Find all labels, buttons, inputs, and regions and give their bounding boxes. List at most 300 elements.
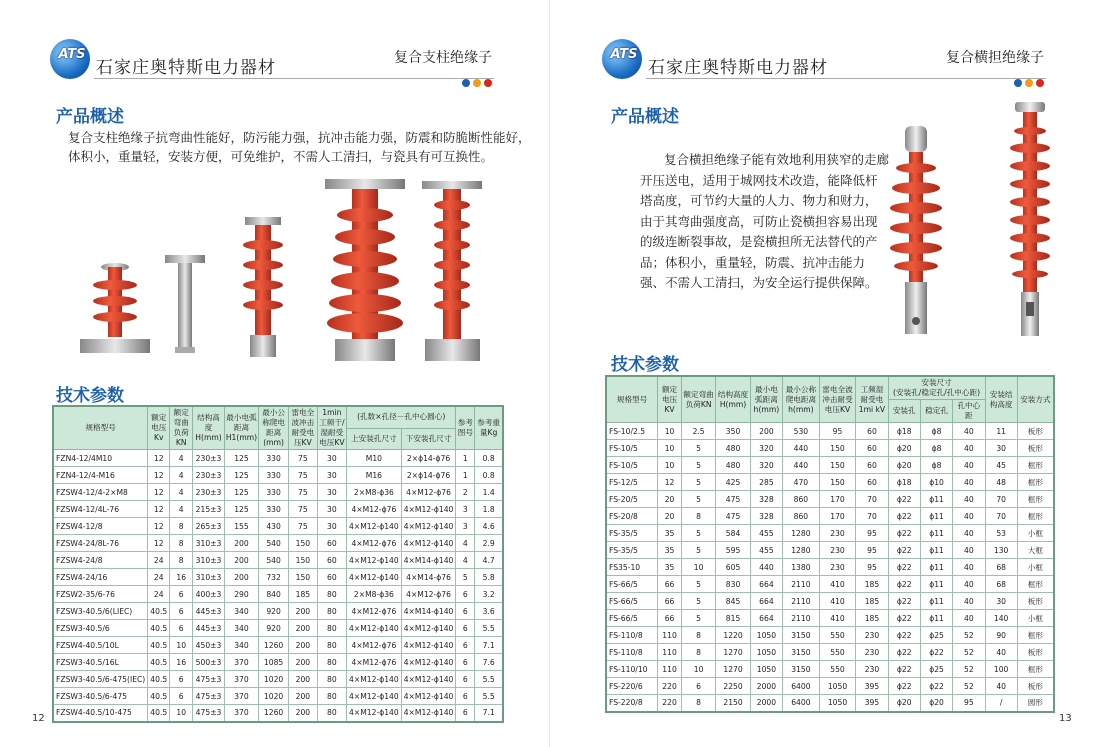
table-cell: 30 — [317, 450, 346, 467]
table-cell: 320 — [750, 457, 782, 474]
table-cell: ϕ20 — [888, 440, 920, 457]
table-cell: ϕ22 — [888, 559, 920, 576]
table-cell: FS-66/5 — [606, 610, 658, 627]
table-cell: 230 — [819, 559, 856, 576]
table-row — [606, 576, 1054, 593]
table-cell: 4.6 — [475, 518, 503, 535]
crossarm-insulator-photos — [875, 96, 1065, 346]
mount-title: 安装尺寸 — [921, 378, 952, 387]
table-cell: 110 — [658, 661, 682, 678]
table-cell: ϕ22 — [888, 678, 920, 695]
color-dots — [1011, 72, 1044, 91]
table-cell: 475 — [716, 491, 750, 508]
table-cell: ϕ22 — [888, 627, 920, 644]
table-cell: 150 — [289, 569, 318, 586]
table-cell: 230 — [856, 627, 888, 644]
table-cell: 200 — [289, 705, 318, 722]
table-body — [606, 423, 1054, 712]
table-cell: 664 — [750, 593, 782, 610]
table-cell: 40.5 — [148, 654, 170, 671]
table-row — [53, 535, 503, 552]
overview-heading: 产品概述 — [611, 107, 679, 127]
col-model: 规格型号 — [53, 406, 148, 450]
table-cell: 24 — [148, 552, 170, 569]
table-cell: 200 — [289, 637, 318, 654]
header-rule — [94, 78, 494, 79]
table-cell: FS-10/5 — [606, 440, 658, 457]
table-cell: 40 — [953, 610, 985, 627]
table-row — [53, 501, 503, 518]
table-cell: 370 — [224, 705, 258, 722]
overview-line: 塔高度，可节约大量的人力、物力和财力， — [640, 193, 878, 208]
table-cell: 75 — [289, 467, 318, 484]
table-cell: 40.5 — [148, 637, 170, 654]
table-row — [53, 637, 503, 654]
table-row — [53, 705, 503, 722]
table-cell: 12 — [148, 535, 170, 552]
table-cell: 445±3 — [193, 620, 225, 637]
table-row — [606, 525, 1054, 542]
table-cell: 550 — [819, 627, 856, 644]
table-cell: ϕ8 — [920, 440, 952, 457]
table-cell: 370 — [224, 654, 258, 671]
table-cell: 3150 — [783, 644, 820, 661]
table-cell: 60 — [856, 457, 888, 474]
table-cell: 6 — [456, 705, 475, 722]
table-cell: 框形 — [1017, 508, 1054, 525]
table-cell: 1260 — [259, 637, 289, 654]
insulator-small-1 — [80, 263, 150, 353]
table-cell: 40 — [953, 440, 985, 457]
table-cell: 5.5 — [475, 671, 503, 688]
table-cell: ϕ8 — [920, 423, 952, 440]
table-cell: 2×ϕ14-ϕ76 — [401, 467, 456, 484]
table-cell: 12 — [148, 518, 170, 535]
table-cell: FZN4-12/4-M16 — [53, 467, 148, 484]
orange-dot-icon — [1025, 79, 1033, 87]
table-cell: 10 — [681, 559, 715, 576]
col-arc: 最小电弧距离H1(mm) — [224, 406, 258, 450]
table-cell: 440 — [783, 440, 820, 457]
table-cell: 20 — [658, 491, 682, 508]
table-cell: 12 — [148, 467, 170, 484]
table-cell: ϕ18 — [888, 423, 920, 440]
table-cell: 328 — [750, 508, 782, 525]
table-cell: 4 — [456, 552, 475, 569]
table-cell: 6 — [456, 620, 475, 637]
table-cell: FZSW3-40.5/6(LIEC) — [53, 603, 148, 620]
table-cell: 4×M12-ϕ140 — [347, 688, 402, 705]
color-dots — [459, 72, 492, 91]
table-cell: 1050 — [819, 678, 856, 695]
table-cell: 220 — [658, 678, 682, 695]
table-cell: 8 — [681, 508, 715, 525]
table-cell: 框形 — [1017, 474, 1054, 491]
table-cell: 5.5 — [475, 688, 503, 705]
table-cell: 200 — [750, 423, 782, 440]
table-cell: ϕ11 — [920, 508, 952, 525]
table-cell: 185 — [856, 593, 888, 610]
table-cell: 1050 — [819, 695, 856, 712]
table-cell: 2110 — [783, 610, 820, 627]
table-row — [606, 644, 1054, 661]
table-cell: 40 — [953, 474, 985, 491]
table-cell: 475±3 — [193, 688, 225, 705]
table-cell: 584 — [716, 525, 750, 542]
table-cell: 7.1 — [475, 637, 503, 654]
table-row — [606, 678, 1054, 695]
table-cell: 3150 — [783, 661, 820, 678]
table-cell: 455 — [750, 525, 782, 542]
table-cell: 230 — [856, 661, 888, 678]
table-cell: FZSW4-40.5/10-475 — [53, 705, 148, 722]
table-cell: 30 — [985, 440, 1017, 457]
table-cell: 1260 — [259, 705, 289, 722]
overview-line: 复合横担绝缘子能有效地利用狭窄的走廊 — [664, 152, 890, 167]
table-row — [53, 467, 503, 484]
table-cell: FS-20/8 — [606, 508, 658, 525]
table-cell: 550 — [819, 661, 856, 678]
table-cell: 200 — [224, 552, 258, 569]
table-cell: 60 — [856, 474, 888, 491]
table-cell: 6 — [170, 603, 193, 620]
table-cell: 40 — [953, 423, 985, 440]
table-cell: 5 — [681, 610, 715, 627]
table-cell: 大框 — [1017, 542, 1054, 559]
table-row — [606, 627, 1054, 644]
table-cell: 框形 — [1017, 491, 1054, 508]
table-cell: 5 — [681, 593, 715, 610]
table-cell: 24 — [148, 569, 170, 586]
table-cell: 185 — [289, 586, 318, 603]
table-cell: 75 — [289, 484, 318, 501]
table-row — [53, 654, 503, 671]
table-cell: 840 — [259, 586, 289, 603]
table-cell: 200 — [289, 620, 318, 637]
table-cell: 40 — [985, 644, 1017, 661]
table-cell: FS-10/2.5 — [606, 423, 658, 440]
table-cell: 40 — [985, 678, 1017, 695]
table-cell: 40 — [953, 559, 985, 576]
table-row — [606, 695, 1054, 712]
table-cell: 1270 — [716, 661, 750, 678]
table-cell: 395 — [856, 695, 888, 712]
col-weight: 参考重量Kg — [475, 406, 503, 450]
table-cell: ϕ22 — [920, 644, 952, 661]
table-cell: 75 — [289, 450, 318, 467]
table-cell: 60 — [856, 423, 888, 440]
table-cell: 0.8 — [475, 467, 503, 484]
table-cell: 3 — [456, 501, 475, 518]
table-cell: 70 — [985, 508, 1017, 525]
table-cell: 12 — [148, 450, 170, 467]
insulator-tall-5 — [422, 181, 482, 361]
table-cell: 1380 — [783, 559, 820, 576]
table-cell: ϕ22 — [888, 593, 920, 610]
table-cell: 445±3 — [193, 603, 225, 620]
col-wet: 工频湿耐受电1mi kV — [856, 376, 888, 423]
table-cell: FS-20/5 — [606, 491, 658, 508]
table-cell: 框形 — [1017, 661, 1054, 678]
table-cell: 395 — [856, 678, 888, 695]
table-row — [53, 518, 503, 535]
table-cell: 8 — [681, 627, 715, 644]
table-cell: FZSW4-24/16 — [53, 569, 148, 586]
section-title: 复合支柱绝缘子 — [394, 50, 492, 66]
table-cell: 2000 — [750, 695, 782, 712]
table-cell: 8 — [681, 695, 715, 712]
table-cell: FZSW4-24/8 — [53, 552, 148, 569]
table-cell: 30 — [317, 501, 346, 518]
col-center: 孔中心距 — [953, 400, 985, 423]
table-cell: 10 — [658, 457, 682, 474]
table-cell: 475±3 — [193, 705, 225, 722]
table-row — [606, 610, 1054, 627]
col-mount-height: 安装结构高度 — [985, 376, 1017, 423]
table-cell: 5 — [681, 457, 715, 474]
col-method: 安装方式 — [1017, 376, 1054, 423]
table-cell: 125 — [224, 467, 258, 484]
orange-dot-icon — [473, 79, 481, 87]
overview-line: 的级连断裂事故，是瓷横担所无法替代的产 — [640, 234, 878, 249]
insulator-medium-3 — [243, 217, 283, 357]
table-cell: 330 — [259, 501, 289, 518]
table-cell: 小框 — [1017, 610, 1054, 627]
table-cell: 5.5 — [475, 620, 503, 637]
table-cell: FS-35/5 — [606, 525, 658, 542]
table-cell: 1220 — [716, 627, 750, 644]
table-cell: 550 — [819, 644, 856, 661]
table-cell: 125 — [224, 501, 258, 518]
table-cell: 66 — [658, 610, 682, 627]
table-cell: 80 — [317, 671, 346, 688]
crossarm-insulator-spec-table — [605, 375, 1055, 713]
col-voltage: 额定电压KV — [658, 376, 682, 423]
overview-line: 强、不需人工清扫，为安全运行提供保障。 — [640, 275, 878, 290]
table-cell: ϕ22 — [888, 525, 920, 542]
table-cell: 60 — [317, 535, 346, 552]
table-cell: 1280 — [783, 525, 820, 542]
table-cell: 3.6 — [475, 603, 503, 620]
table-cell: 475±3 — [193, 671, 225, 688]
table-cell: 4×M12-ϕ76 — [347, 535, 402, 552]
table-cell: 920 — [259, 620, 289, 637]
table-cell: 425 — [716, 474, 750, 491]
table-cell: 95 — [819, 423, 856, 440]
table-cell: 80 — [317, 688, 346, 705]
table-cell: 52 — [953, 644, 985, 661]
table-cell: 80 — [317, 620, 346, 637]
table-cell: 350 — [716, 423, 750, 440]
col-hole: 安装孔 — [888, 400, 920, 423]
table-cell: ϕ22 — [888, 661, 920, 678]
table-cell: 95 — [856, 559, 888, 576]
table-cell: 70 — [856, 491, 888, 508]
table-cell: 320 — [750, 440, 782, 457]
table-cell: 52 — [953, 661, 985, 678]
table-cell: 45 — [985, 457, 1017, 474]
right-header — [602, 35, 1052, 85]
table-cell: FS35-10 — [606, 559, 658, 576]
table-cell: 5 — [681, 542, 715, 559]
table-cell: 330 — [259, 467, 289, 484]
table-cell: 2 — [456, 484, 475, 501]
table-cell: 框形 — [1017, 576, 1054, 593]
table-cell: 35 — [658, 559, 682, 576]
table-cell: 75 — [289, 518, 318, 535]
table-cell: 95 — [856, 525, 888, 542]
table-cell: 410 — [819, 593, 856, 610]
blue-dot-icon — [1014, 79, 1022, 87]
col-height: 结构高度H(mm) — [716, 376, 750, 423]
table-cell: 4×M12-ϕ140 — [347, 569, 402, 586]
table-cell: ϕ20 — [888, 695, 920, 712]
table-cell: 664 — [750, 576, 782, 593]
table-cell: 860 — [783, 508, 820, 525]
table-cell: 板形 — [1017, 644, 1054, 661]
page-number: 12 — [32, 713, 45, 724]
table-cell: 310±3 — [193, 535, 225, 552]
table-cell: 110 — [658, 627, 682, 644]
table-cell: 2110 — [783, 576, 820, 593]
table-cell: 2250 — [716, 678, 750, 695]
overview-line: 开压送电，适用于城网技术改造，能降低杆 — [640, 172, 878, 188]
table-cell: ϕ20 — [888, 457, 920, 474]
table-cell: 6 — [681, 678, 715, 695]
table-cell: M16 — [347, 467, 402, 484]
table-cell: 40 — [953, 457, 985, 474]
section-title: 复合横担绝缘子 — [946, 50, 1044, 66]
table-cell: ϕ22 — [888, 576, 920, 593]
table-cell: / — [985, 695, 1017, 712]
table-cell: 11 — [985, 423, 1017, 440]
table-row — [606, 508, 1054, 525]
table-cell: ϕ11 — [920, 576, 952, 593]
crossarm-insulator-1 — [890, 126, 942, 334]
post-insulator-spec-table — [52, 405, 504, 723]
table-cell: 200 — [289, 688, 318, 705]
table-cell: FZSW3-40.5/6-475(IEC) — [53, 671, 148, 688]
table-cell: 200 — [289, 654, 318, 671]
table-cell: ϕ22 — [888, 508, 920, 525]
table-cell: 60 — [317, 552, 346, 569]
table-cell: 1085 — [259, 654, 289, 671]
table-cell: 8 — [681, 644, 715, 661]
table-cell: 150 — [819, 474, 856, 491]
table-cell: 6400 — [783, 695, 820, 712]
col-arc: 最小电弧距离h(mm) — [750, 376, 782, 423]
table-cell: 30 — [317, 484, 346, 501]
table-cell: 10 — [658, 423, 682, 440]
table-cell: ϕ20 — [920, 695, 952, 712]
table-cell: 340 — [224, 637, 258, 654]
table-cell: 30 — [317, 467, 346, 484]
table-cell: 12 — [148, 484, 170, 501]
table-cell: 10 — [658, 440, 682, 457]
table-cell: FZSW4-12/4-2×M8 — [53, 484, 148, 501]
company-name: 石家庄奥特斯电力器材 — [648, 58, 828, 78]
table-cell: 0.8 — [475, 450, 503, 467]
table-cell: 4×M12-ϕ140 — [401, 518, 456, 535]
overview-text — [68, 128, 531, 166]
table-row — [606, 542, 1054, 559]
table-cell: 450±3 — [193, 637, 225, 654]
col-model: 规格型号 — [606, 376, 658, 423]
table-cell: 7.6 — [475, 654, 503, 671]
col-voltage: 额定电压Kv — [148, 406, 170, 450]
table-cell: 4.7 — [475, 552, 503, 569]
table-cell: 230 — [819, 542, 856, 559]
table-cell: 4×M12-ϕ140 — [401, 654, 456, 671]
table-cell: 52 — [953, 627, 985, 644]
company-name: 石家庄奥特斯电力器材 — [96, 58, 276, 78]
table-cell: 70 — [856, 508, 888, 525]
table-cell: 340 — [224, 603, 258, 620]
header-rule — [646, 78, 1046, 79]
overview-line: 品；体积小，重量轻，防震、抗冲击能力 — [640, 254, 866, 270]
table-cell: 5 — [681, 474, 715, 491]
table-cell: 6 — [170, 671, 193, 688]
table-cell: 6 — [456, 637, 475, 654]
col-creep: 最小公称爬电距离h(mm) — [783, 376, 820, 423]
table-cell: FS-220/8 — [606, 695, 658, 712]
table-cell: 150 — [819, 457, 856, 474]
table-cell: 40.5 — [148, 688, 170, 705]
table-cell: 60 — [317, 569, 346, 586]
table-cell: 4 — [170, 450, 193, 467]
table-cell: 370 — [224, 671, 258, 688]
table-cell: ϕ22 — [888, 542, 920, 559]
table-cell: 290 — [224, 586, 258, 603]
table-cell: ϕ25 — [920, 661, 952, 678]
table-cell: 1020 — [259, 671, 289, 688]
table-cell: 150 — [819, 440, 856, 457]
table-cell: 4 — [456, 535, 475, 552]
table-cell: 4×M12-ϕ76 — [401, 484, 456, 501]
table-cell: 4×M12-ϕ76 — [347, 637, 402, 654]
table-cell: 4×M12-ϕ76 — [401, 586, 456, 603]
table-cell: 95 — [856, 542, 888, 559]
table-cell: 框形 — [1017, 457, 1054, 474]
table-cell: 110 — [658, 644, 682, 661]
table-cell: 140 — [985, 610, 1017, 627]
table-cell: 4×M12-ϕ140 — [401, 688, 456, 705]
table-cell: 小框 — [1017, 559, 1054, 576]
table-cell: 板形 — [1017, 678, 1054, 695]
table-cell: FS-220/6 — [606, 678, 658, 695]
overview-line: 体积小，重量轻，安装方便，可免维护，不需人工清扫，与瓷具有可互换性。 — [68, 149, 494, 164]
table-cell: 60 — [856, 440, 888, 457]
table-cell: 1 — [456, 450, 475, 467]
table-cell: 230 — [819, 525, 856, 542]
table-row — [53, 671, 503, 688]
table-cell: 170 — [819, 508, 856, 525]
table-row — [606, 440, 1054, 457]
table-cell: 6 — [456, 671, 475, 688]
table-cell: 68 — [985, 559, 1017, 576]
col-load: 额定弯曲负荷KN — [681, 376, 715, 423]
table-cell: 920 — [259, 603, 289, 620]
red-dot-icon — [1036, 79, 1044, 87]
table-cell: 2.5 — [681, 423, 715, 440]
table-cell: ϕ22 — [920, 678, 952, 695]
table-cell: 24 — [148, 586, 170, 603]
crossarm-insulator-2 — [1010, 102, 1050, 336]
table-cell: 220 — [658, 695, 682, 712]
table-cell: 170 — [819, 491, 856, 508]
table-cell: FZN4-12/4M10 — [53, 450, 148, 467]
table-cell: FS-66/5 — [606, 593, 658, 610]
